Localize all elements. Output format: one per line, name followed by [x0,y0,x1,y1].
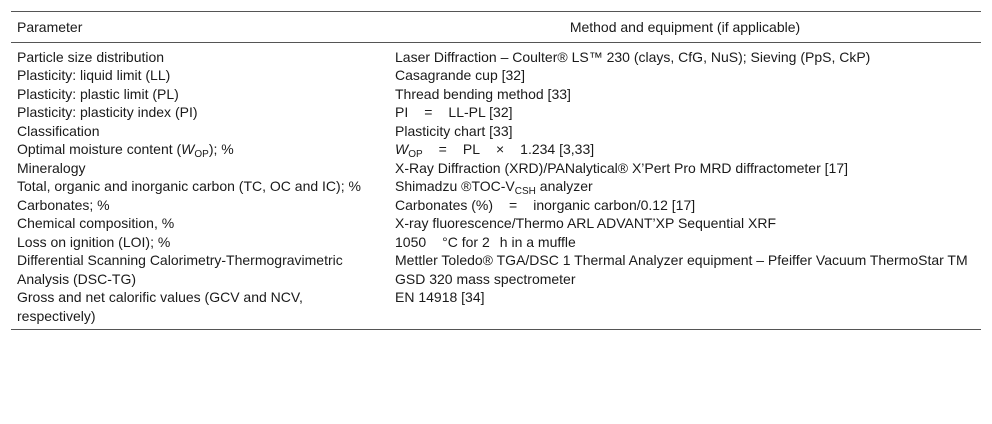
parameter-cell [11,140,389,159]
variable-symbol: W [395,141,409,157]
method-cell [389,140,981,159]
formula-term: Carbonates (%) [395,196,494,213]
subscript: OP [408,149,423,160]
table-row [11,196,981,215]
formula-operator: = [509,196,518,213]
table-row [11,288,981,330]
method-cell: X-Ray Diffraction (XRD)/PANalytical® X’Pert Pro MRD diffractometer [17] [395,159,848,176]
method-cell: Thread bending method [33] [395,85,571,102]
method-text: °C for 2 [442,233,490,250]
method-text: Shimadzu ®TOC-V [395,178,515,194]
table-row [11,140,981,159]
parameter-cell: Loss on ignition (LOI); % [17,233,171,250]
table-row [11,233,981,252]
table-body [11,42,981,330]
method-cell: Laser Diffraction – Coulter® LS™ 230 (clays, CfG, NuS); Sieving (PpS, CkP) [395,48,871,65]
method-cell [389,103,981,122]
table-row [11,42,981,66]
method-cell [389,233,981,252]
table-row [11,251,981,288]
formula-term: inorganic carbon/0.12 [17] [533,196,696,213]
table-row [11,103,981,122]
table-row [11,66,981,85]
parameter-text: ); % [208,141,234,157]
method-cell [389,177,981,196]
formula-term: PL [462,141,480,157]
parameter-cell: Chemical composition, % [17,215,175,231]
table-row [11,214,981,233]
subscript: CSH [514,186,536,197]
subscript: OP [194,149,209,160]
methods-table-container [11,11,981,330]
header-row [11,12,981,43]
method-cell: Mettler Toledo® TGA/DSC 1 Thermal Analyzer equipment – Pfeiffer Vacuum ThermoStar TM GSD 320 mass spectrometer [395,252,968,287]
formula-operator: = [438,141,447,157]
parameter-cell: Mineralogy [17,159,86,176]
header-method: Method and equipment (if applicable) [569,19,801,35]
formula-operator: × [495,141,505,157]
table-row [11,122,981,141]
table-row [11,159,981,178]
parameter-text: Optimal moisture content ( [17,141,182,157]
table-header [11,12,981,43]
method-cell: Casagrande cup [32] [395,67,525,83]
parameter-cell: Particle size distribution [17,48,165,65]
formula-term: LL-PL [32] [448,104,513,120]
parameter-cell: Plasticity: plasticity index (PI) [17,104,198,120]
parameter-cell: Differential Scanning Calorimetry-Thermogravimetric Analysis (DSC-TG) [17,252,343,287]
method-text: 1050 [395,233,427,250]
parameter-cell: Gross and net calorific values (GCV and NCV, respectively) [17,289,303,324]
header-parameter: Parameter [17,19,83,35]
parameter-cell: Plasticity: liquid limit (LL) [17,67,171,83]
parameter-cell: Total, organic and inorganic carbon (TC, OC and IC); % [17,178,361,194]
method-cell [389,196,981,215]
formula-operator: = [424,104,433,120]
formula-term: PI [395,104,409,120]
table-row [11,177,981,196]
method-text: analyzer [535,178,593,194]
parameter-cell: Carbonates; % [17,196,110,213]
variable-symbol: W [181,141,195,157]
parameter-cell: Classification [17,122,100,139]
method-cell: X-ray fluorescence/Thermo ARL ADVANT’XP Sequential XRF [395,215,777,231]
table-row [11,85,981,104]
formula-term: 1.234 [3,33] [520,141,595,157]
method-text: h in a muffle [499,233,576,250]
parameter-cell: Plasticity: plastic limit (PL) [17,85,179,102]
methods-table [11,11,981,330]
method-cell: EN 14918 [34] [395,289,485,305]
method-cell: Plasticity chart [33] [395,122,513,139]
